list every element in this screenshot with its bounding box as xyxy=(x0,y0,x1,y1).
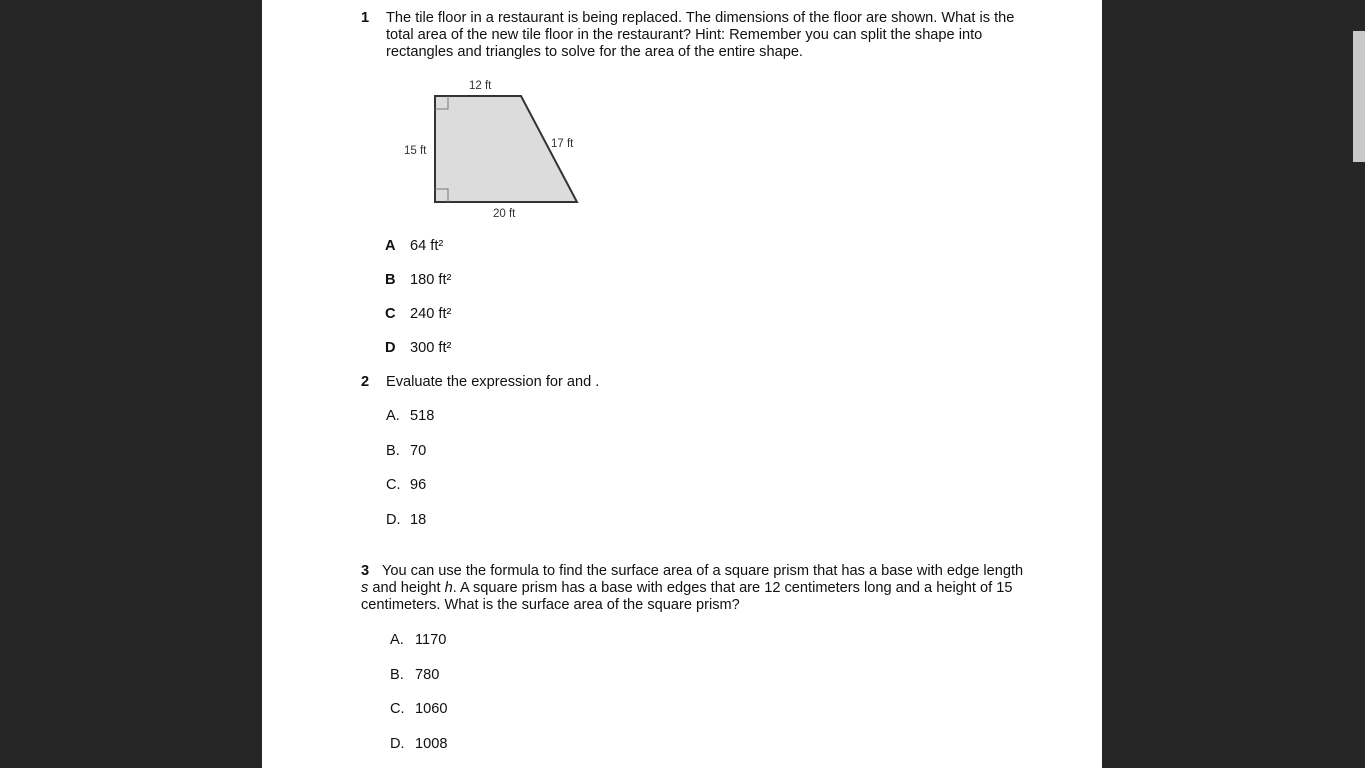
label-slant: 17 ft xyxy=(551,138,574,150)
choice-text: 1060 xyxy=(415,701,448,717)
question-text-line: centimeters. What is the surface area of the square prism? xyxy=(361,597,740,613)
choice-text: 240 ft² xyxy=(410,306,452,322)
question-text-line: The tile floor in a restaurant is being replaced. The dimensions of the floor are shown. What is the xyxy=(386,10,1015,26)
choice-text: 70 xyxy=(410,443,427,459)
choice-letter: D. xyxy=(390,736,405,752)
choice-letter: A. xyxy=(386,408,400,424)
choice-letter: D. xyxy=(386,512,401,528)
choice-text: 96 xyxy=(410,477,427,493)
trapezoid-figure xyxy=(395,76,595,226)
label-top: 12 ft xyxy=(469,80,492,92)
choice-text: 780 xyxy=(415,667,440,683)
choice-letter: A xyxy=(385,238,396,254)
scrollbar-thumb[interactable] xyxy=(1353,31,1365,162)
choice-text: 518 xyxy=(410,408,435,424)
question-text-line xyxy=(361,580,1012,597)
choice-letter: C xyxy=(385,306,396,322)
choice-letter: A. xyxy=(390,632,404,648)
text-part: and height xyxy=(368,580,445,596)
choice-letter: D xyxy=(385,340,396,356)
choice-letter: B xyxy=(385,272,396,288)
choice-text: 64 ft² xyxy=(410,238,444,254)
choice-text: 1008 xyxy=(415,736,448,752)
question-text-line: rectangles and triangles to solve for the area of the entire shape. xyxy=(386,44,803,60)
choice-text: 18 xyxy=(410,512,427,528)
choice-letter: B. xyxy=(386,443,400,459)
choice-text: 300 ft² xyxy=(410,340,452,356)
text-part: . A square prism has a base with edges that are 12 centimeters long and a height of 15 xyxy=(452,580,1013,596)
variable-s: s xyxy=(361,580,369,596)
choice-letter: B. xyxy=(390,667,404,683)
question-number: 1 xyxy=(361,10,370,26)
question-text: Evaluate the expression for and . xyxy=(386,374,600,390)
question-number: 3 xyxy=(361,563,370,579)
label-left: 15 ft xyxy=(404,145,427,157)
question-text-line: total area of the new tile floor in the restaurant? Hint: Remember you can split the shape into xyxy=(386,27,983,43)
variable-h: h xyxy=(444,580,453,596)
question-text-line: You can use the formula to find the surface area of a square prism that has a base with edge length xyxy=(382,563,1024,579)
choice-text: 180 ft² xyxy=(410,272,452,288)
choice-letter: C. xyxy=(386,477,401,493)
choice-text: 1170 xyxy=(415,632,447,648)
question-number: 2 xyxy=(361,374,370,390)
label-bottom: 20 ft xyxy=(493,208,516,220)
choice-letter: C. xyxy=(390,701,405,717)
